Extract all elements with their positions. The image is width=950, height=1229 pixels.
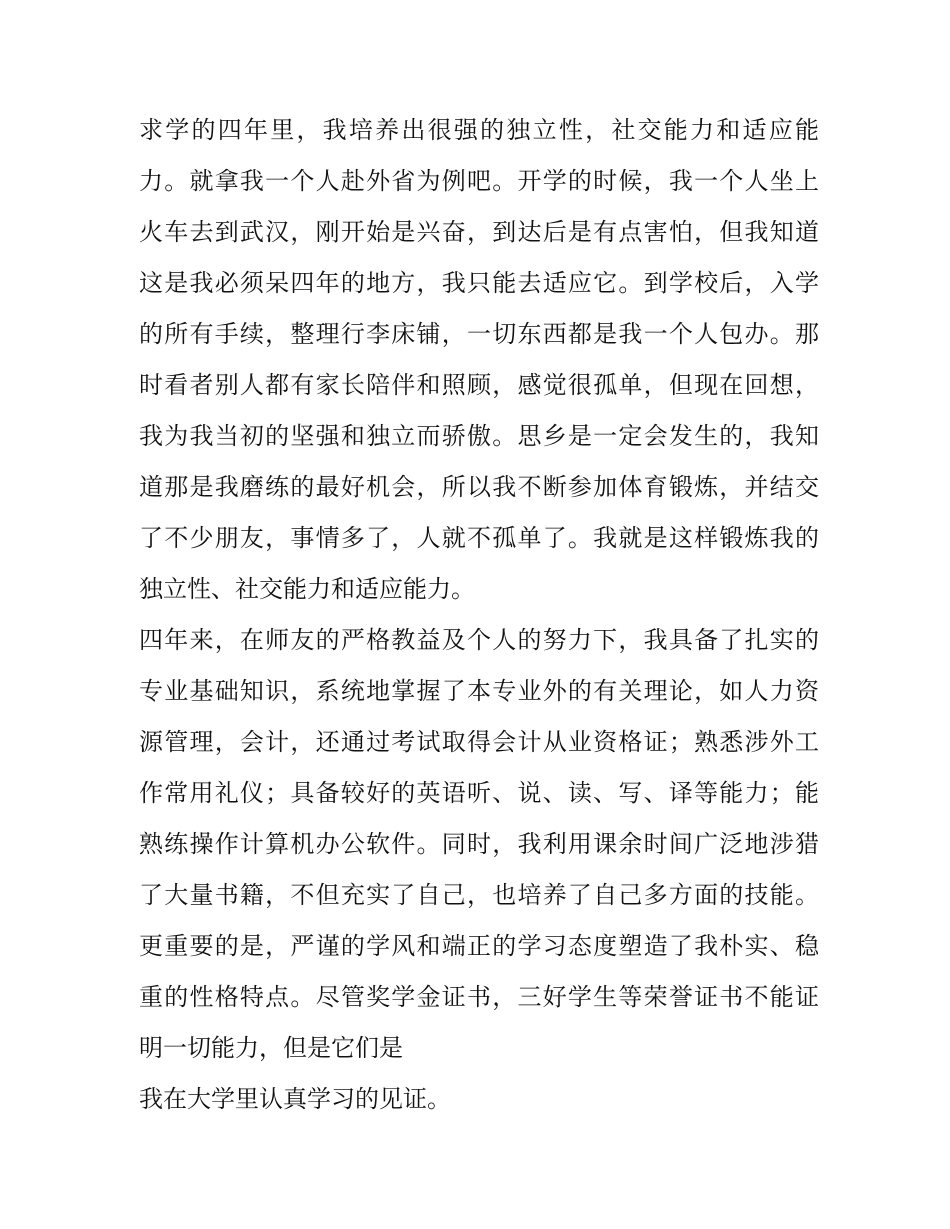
text-line: 明一切能力，但是它们是 xyxy=(139,1034,403,1062)
text-line: 源管理，会计，还通过考试取得会计从业资格证；熟悉涉外工 xyxy=(139,728,819,756)
text-line: 作常用礼仪；具备较好的英语听、说、读、写、译等能力；能 xyxy=(139,779,819,807)
text-line: 时看者别人都有家长陪伴和照顾，感觉很孤单，但现在回想， xyxy=(139,371,819,399)
text-line: 专业基础知识，系统地掌握了本专业外的有关理论，如人力资 xyxy=(139,677,819,705)
text-line: 熟练操作计算机办公软件。同时，我利用课余时间广泛地涉猎 xyxy=(139,830,819,858)
text-line: 独立性、社交能力和适应能力。 xyxy=(139,575,475,603)
text-line: 力。就拿我一个人赴外省为例吧。开学的时候，我一个人坐上 xyxy=(139,167,819,195)
text-line: 了大量书籍，不但充实了自己，也培养了自己多方面的技能。 xyxy=(139,881,819,909)
text-line: 重的性格特点。尽管奖学金证书，三好学生等荣誉证书不能证 xyxy=(139,983,819,1011)
text-line: 火车去到武汉，刚开始是兴奋，到达后是有点害怕，但我知道 xyxy=(139,218,819,246)
text-line: 道那是我磨练的最好机会，所以我不断参加体育锻炼，并结交 xyxy=(139,473,819,501)
text-line: 这是我必须呆四年的地方，我只能去适应它。到学校后，入学 xyxy=(139,269,819,297)
text-line: 的所有手续，整理行李床铺，一切东西都是我一个人包办。那 xyxy=(139,320,819,348)
text-line: 更重要的是，严谨的学风和端正的学习态度塑造了我朴实、稳 xyxy=(139,932,819,960)
text-line: 四年来，在师友的严格教益及个人的努力下，我具备了扎实的 xyxy=(139,626,819,654)
body-text xyxy=(139,105,819,1125)
text-line: 我为我当初的坚强和独立而骄傲。思乡是一定会发生的，我知 xyxy=(139,422,819,450)
text-line: 求学的四年里，我培养出很强的独立性，社交能力和适应能 xyxy=(139,116,819,144)
text-line: 了不少朋友，事情多了，人就不孤单了。我就是这样锻炼我的 xyxy=(139,524,819,552)
text-line: 我在大学里认真学习的见证。 xyxy=(139,1085,451,1113)
